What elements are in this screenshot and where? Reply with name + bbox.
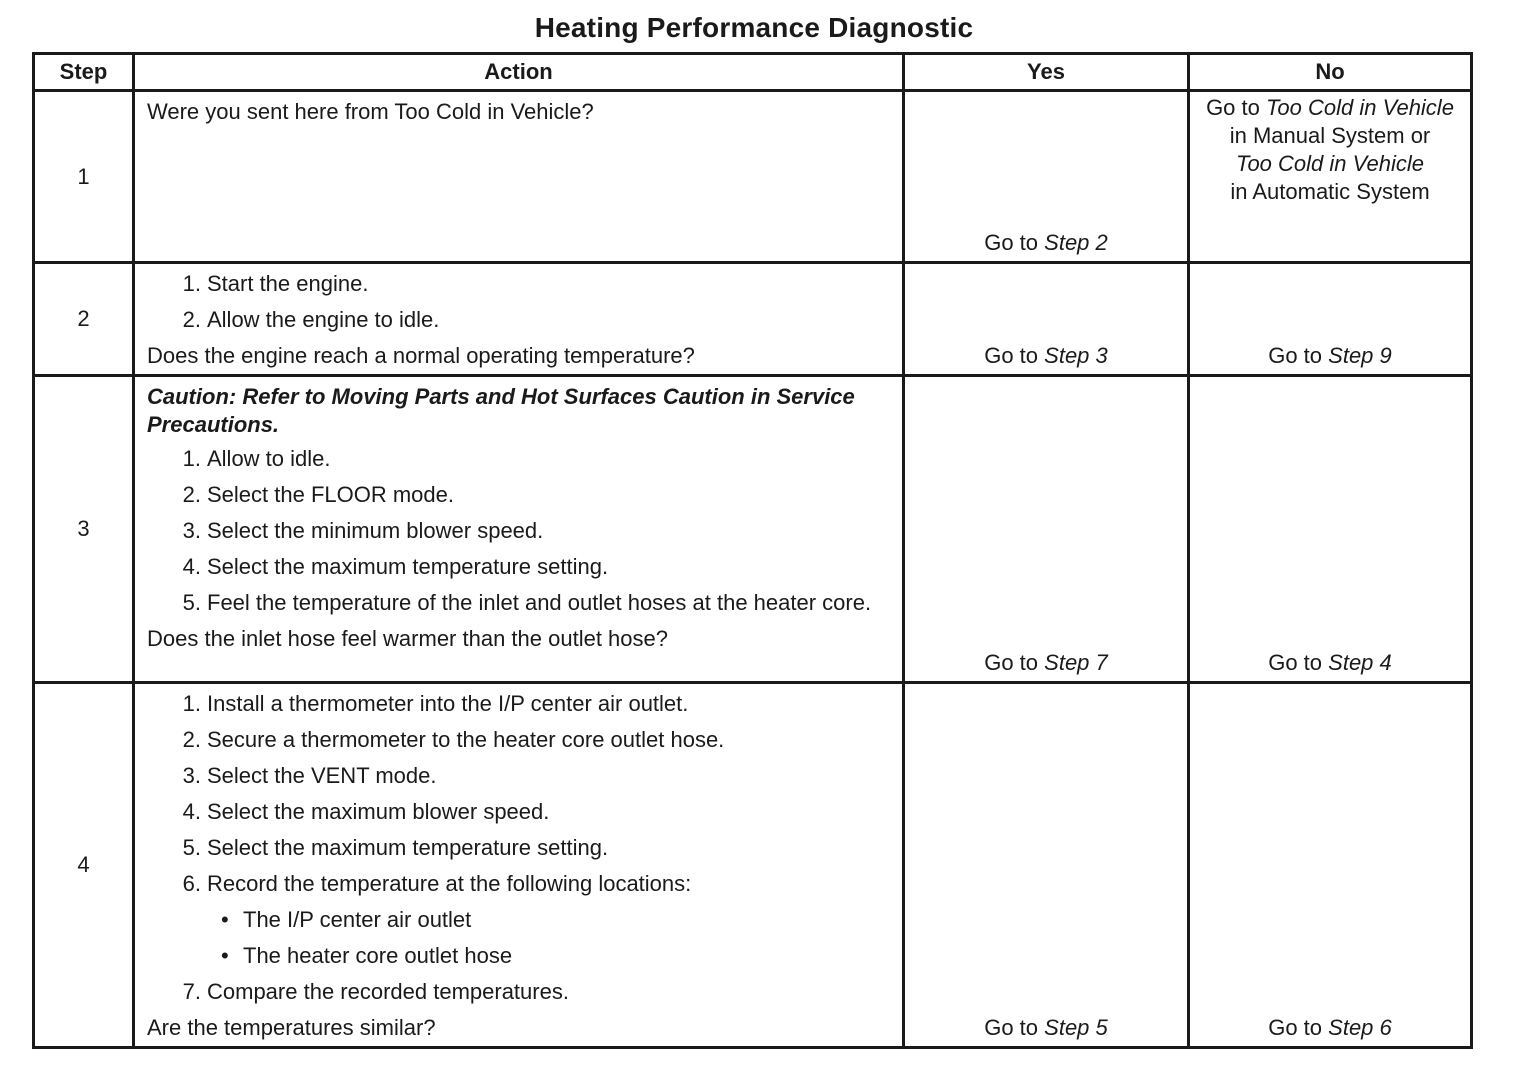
- no-text: in Manual System or: [1229, 123, 1431, 148]
- action-step: Allow the engine to idle.: [207, 307, 440, 332]
- action-step: Compare the recorded temperatures.: [207, 979, 569, 1004]
- goto-label: Go to: [984, 343, 1039, 368]
- action-step: Secure a thermometer to the heater core outlet hose.: [207, 727, 725, 752]
- no-step-link: Step 9: [1328, 343, 1392, 368]
- yes-step-link: Step 2: [1044, 230, 1108, 255]
- yes-cell: [904, 91, 1189, 263]
- step-row-4: [34, 683, 1472, 1048]
- yes-step-link: Step 7: [1044, 650, 1108, 675]
- action-step: [207, 870, 892, 970]
- step-number: 1: [34, 91, 134, 263]
- header-action: Action: [134, 54, 904, 91]
- action-step: Select the FLOOR mode.: [207, 482, 454, 507]
- action-step: Install a thermometer into the I/P center air outlet.: [207, 691, 689, 716]
- goto-label: Go to: [984, 650, 1039, 675]
- action-steps: [147, 445, 892, 617]
- action-step: Allow to idle.: [207, 446, 331, 471]
- action-step: Start the engine.: [207, 271, 369, 296]
- goto-label: Go to: [1206, 95, 1260, 120]
- yes-cell: [904, 263, 1189, 376]
- action-question: Were you sent here from Too Cold in Vehicle?: [147, 99, 594, 124]
- action-step-text: Record the temperature at the following locations:: [207, 871, 692, 896]
- header-step: Step: [34, 54, 134, 91]
- header-row: [34, 54, 1472, 91]
- step-number: 2: [34, 263, 134, 376]
- no-reference-link: Too Cold in Vehicle: [1266, 95, 1454, 120]
- action-cell: [134, 376, 904, 683]
- action-cell: [134, 263, 904, 376]
- action-steps: [147, 270, 892, 334]
- action-steps: [147, 690, 892, 1006]
- header-no: No: [1189, 54, 1472, 91]
- no-step-link: Step 6: [1328, 1015, 1392, 1040]
- action-cell: [134, 91, 904, 263]
- yes-cell: [904, 683, 1189, 1048]
- no-text: in Automatic System: [1230, 179, 1430, 204]
- action-step: Feel the temperature of the inlet and outlet hoses at the heater core.: [207, 590, 872, 615]
- diagnostic-table: [32, 52, 1473, 1049]
- action-step: Select the minimum blower speed.: [207, 518, 544, 543]
- goto-label: Go to: [984, 1015, 1039, 1040]
- location-item: • The heater core outlet hose: [243, 942, 892, 970]
- no-step-link: Step 4: [1328, 650, 1392, 675]
- step-number: 3: [34, 376, 134, 683]
- yes-cell: [904, 376, 1189, 683]
- page-title: Heating Performance Diagnostic: [534, 12, 974, 43]
- action-step: Select the maximum blower speed.: [207, 799, 550, 824]
- goto-label: Go to: [1268, 343, 1323, 368]
- yes-step-link: Step 3: [1044, 343, 1108, 368]
- step-row-3: [34, 376, 1472, 683]
- no-cell: [1189, 683, 1472, 1048]
- goto-label: Go to: [984, 230, 1039, 255]
- action-question: Are the temperatures similar?: [147, 1015, 436, 1040]
- goto-label: Go to: [1268, 650, 1323, 675]
- location-item: • The I/P center air outlet: [243, 906, 892, 934]
- step-row-2: [34, 263, 1472, 376]
- goto-label: Go to: [1268, 1015, 1323, 1040]
- action-question: Does the engine reach a normal operating temperature?: [147, 343, 695, 368]
- no-cell: [1189, 263, 1472, 376]
- no-cell: [1189, 91, 1472, 263]
- action-step: Select the maximum temperature setting.: [207, 835, 609, 860]
- action-cell: [134, 683, 904, 1048]
- yes-step-link: Step 5: [1044, 1015, 1108, 1040]
- action-step: Select the VENT mode.: [207, 763, 437, 788]
- no-reference-link: Too Cold in Vehicle: [1236, 151, 1424, 176]
- action-step: Select the maximum temperature setting.: [207, 554, 609, 579]
- no-cell: [1189, 376, 1472, 683]
- location-list: [207, 906, 892, 970]
- header-yes: Yes: [904, 54, 1189, 91]
- step-row-1: [34, 91, 1472, 263]
- step-number: 4: [34, 683, 134, 1048]
- action-question: Does the inlet hose feel warmer than the outlet hose?: [147, 626, 668, 651]
- caution-note: Caution: Refer to Moving Parts and Hot Surfaces Caution in Service Precautions.: [147, 384, 855, 437]
